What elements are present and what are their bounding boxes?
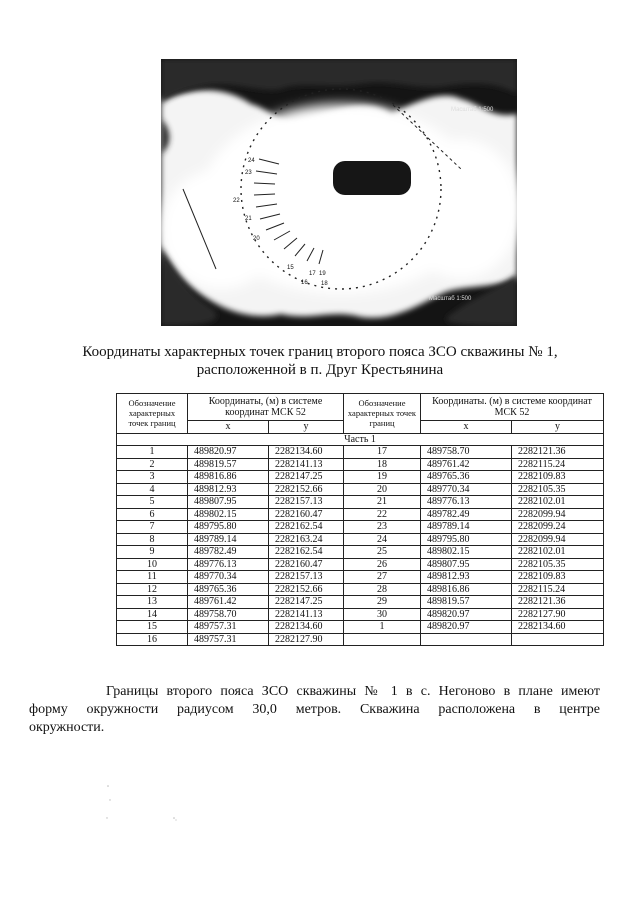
point-label: 23: [245, 170, 252, 176]
point-number: 18: [344, 458, 421, 471]
x-coordinate: 489820.97: [188, 446, 269, 459]
x-coordinate: 489795.80: [188, 521, 269, 534]
y-coordinate: 2282147.25: [269, 471, 344, 484]
x-coordinate: 489795.80: [421, 533, 512, 546]
point-number: 26: [344, 558, 421, 571]
x-coordinate: 489776.13: [421, 496, 512, 509]
table-row: [117, 596, 604, 609]
y-header: y: [269, 421, 344, 434]
y-coordinate: 2282099.94: [512, 533, 604, 546]
point-number: 5: [117, 496, 188, 509]
point-number: 21: [344, 496, 421, 509]
x-coordinate: 489819.57: [421, 596, 512, 609]
table-row: [117, 521, 604, 534]
paragraph-line: форму окружности радиусом 30,0 метров. Скважина расположена в центре: [29, 702, 600, 717]
point-number: 9: [117, 546, 188, 559]
point-number: 15: [117, 621, 188, 634]
y-coordinate: 2282109.83: [512, 471, 604, 484]
y-coordinate: 2282141.13: [269, 458, 344, 471]
y-coordinate: 2282115.24: [512, 583, 604, 596]
y-coordinate: 2282162.54: [269, 546, 344, 559]
y-coordinate: 2282105.35: [512, 558, 604, 571]
point-number: 24: [344, 533, 421, 546]
table-row: [117, 458, 604, 471]
table-caption-line-2: расположенной в п. Друг Крестьянина: [196, 362, 444, 378]
designation-header: Обозначение характерных точек границ: [344, 394, 421, 434]
x-coordinate: 489776.13: [188, 558, 269, 571]
scale-label-top: Масштаб 1:500: [451, 107, 494, 113]
y-coordinate: 2282099.24: [512, 521, 604, 534]
table-row: [117, 558, 604, 571]
point-number: 27: [344, 571, 421, 584]
point-number: 28: [344, 583, 421, 596]
x-coordinate: 489782.49: [421, 508, 512, 521]
x-coordinate: 489761.42: [421, 458, 512, 471]
y-coordinate: 2282152.66: [269, 483, 344, 496]
x-header: x: [421, 421, 512, 434]
table-row: [117, 608, 604, 621]
x-coordinate: 489757.31: [188, 621, 269, 634]
y-coordinate: 2282134.60: [512, 621, 604, 634]
point-label: 19: [319, 271, 326, 277]
description-paragraph: [29, 683, 600, 737]
y-coordinate: 2282134.60: [269, 446, 344, 459]
x-coordinate: 489812.93: [188, 483, 269, 496]
y-coordinate: 2282121.36: [512, 596, 604, 609]
point-number: 10: [117, 558, 188, 571]
coord-system-header: Координаты. (м) в системе координат МСК 52: [421, 394, 604, 421]
point-number: 16: [117, 633, 188, 646]
point-number: [344, 633, 421, 646]
y-coordinate: 2282141.13: [269, 608, 344, 621]
y-coordinate: 2282157.13: [269, 496, 344, 509]
x-coordinate: 489807.95: [421, 558, 512, 571]
y-coordinate: 2282115.24: [512, 458, 604, 471]
point-number: 7: [117, 521, 188, 534]
x-coordinate: 489782.49: [188, 546, 269, 559]
coordinates-table-body: [117, 446, 604, 646]
point-number: 22: [344, 508, 421, 521]
point-number: 3: [117, 471, 188, 484]
table-row: [117, 571, 604, 584]
point-number: 20: [344, 483, 421, 496]
y-coordinate: 2282152.66: [269, 583, 344, 596]
point-label: 15: [287, 265, 294, 271]
y-coordinate: 2282102.01: [512, 496, 604, 509]
table-row: [117, 496, 604, 509]
point-number: 1: [344, 621, 421, 634]
point-number: 19: [344, 471, 421, 484]
y-coordinate: 2282157.13: [269, 571, 344, 584]
point-number: 30: [344, 608, 421, 621]
point-number: 14: [117, 608, 188, 621]
table-row: [117, 483, 604, 496]
x-coordinate: [421, 633, 512, 646]
y-coordinate: 2282160.47: [269, 558, 344, 571]
table-row: [117, 633, 604, 646]
point-label: 16: [301, 280, 308, 286]
y-coordinate: 2282099.94: [512, 508, 604, 521]
point-number: 1: [117, 446, 188, 459]
y-coordinate: [512, 633, 604, 646]
point-number: 17: [344, 446, 421, 459]
x-coordinate: 489807.95: [188, 496, 269, 509]
x-coordinate: 489812.93: [421, 571, 512, 584]
x-coordinate: 489765.36: [421, 471, 512, 484]
y-coordinate: 2282147.25: [269, 596, 344, 609]
point-label: 17: [309, 271, 316, 277]
x-header: x: [188, 421, 269, 434]
table-row: [117, 583, 604, 596]
x-coordinate: 489802.15: [421, 546, 512, 559]
site-plan-drawing: [161, 59, 517, 326]
paragraph-line: окружности.: [29, 720, 105, 735]
point-label: 21: [245, 216, 252, 222]
part-label: Часть 1: [117, 433, 604, 446]
x-coordinate: 489789.14: [421, 521, 512, 534]
point-label: 24: [248, 158, 255, 164]
y-header: y: [512, 421, 604, 434]
table-row: [117, 533, 604, 546]
point-number: 2: [117, 458, 188, 471]
y-coordinate: 2282127.90: [269, 633, 344, 646]
table-row: [117, 508, 604, 521]
x-coordinate: 489770.34: [421, 483, 512, 496]
point-number: 8: [117, 533, 188, 546]
point-number: 11: [117, 571, 188, 584]
x-coordinate: 489820.97: [421, 621, 512, 634]
designation-header: Обозначение характерных точек границ: [117, 394, 188, 434]
x-coordinate: 489802.15: [188, 508, 269, 521]
y-coordinate: 2282162.54: [269, 521, 344, 534]
y-coordinate: 2282163.24: [269, 533, 344, 546]
x-coordinate: 489758.70: [188, 608, 269, 621]
x-coordinate: 489761.42: [188, 596, 269, 609]
table-caption-line-1: Координаты характерных точек границ второго пояса ЗСО скважины № 1,: [82, 344, 558, 360]
x-coordinate: 489765.36: [188, 583, 269, 596]
point-number: 4: [117, 483, 188, 496]
point-label: 18: [321, 281, 328, 287]
point-number: 25: [344, 546, 421, 559]
point-number: 29: [344, 596, 421, 609]
coord-system-header: Координаты, (м) в системе координат МСК 52: [188, 394, 344, 421]
x-coordinate: 489819.57: [188, 458, 269, 471]
y-coordinate: 2282121.36: [512, 446, 604, 459]
y-coordinate: 2282102.01: [512, 546, 604, 559]
x-coordinate: 489816.86: [188, 471, 269, 484]
y-coordinate: 2282134.60: [269, 621, 344, 634]
site-plan-image: [161, 59, 517, 326]
table-row: [117, 446, 604, 459]
x-coordinate: 489789.14: [188, 533, 269, 546]
table-row: [117, 621, 604, 634]
table-row: [117, 471, 604, 484]
point-number: 23: [344, 521, 421, 534]
coordinates-table: [116, 393, 604, 646]
point-number: 12: [117, 583, 188, 596]
point-label: 20: [253, 236, 260, 242]
scale-label-bottom: Масштаб 1:500: [429, 296, 472, 302]
y-coordinate: 2282127.90: [512, 608, 604, 621]
y-coordinate: 2282109.83: [512, 571, 604, 584]
x-coordinate: 489820.97: [421, 608, 512, 621]
x-coordinate: 489816.86: [421, 583, 512, 596]
x-coordinate: 489770.34: [188, 571, 269, 584]
x-coordinate: 489757.31: [188, 633, 269, 646]
table-row: [117, 546, 604, 559]
x-coordinate: 489758.70: [421, 446, 512, 459]
point-label: 22: [233, 198, 240, 204]
point-number: 13: [117, 596, 188, 609]
paragraph-line: Границы второго пояса ЗСО скважины № 1 в с. Негоново в плане имеют: [106, 684, 600, 699]
y-coordinate: 2282105.35: [512, 483, 604, 496]
y-coordinate: 2282160.47: [269, 508, 344, 521]
point-number: 6: [117, 508, 188, 521]
